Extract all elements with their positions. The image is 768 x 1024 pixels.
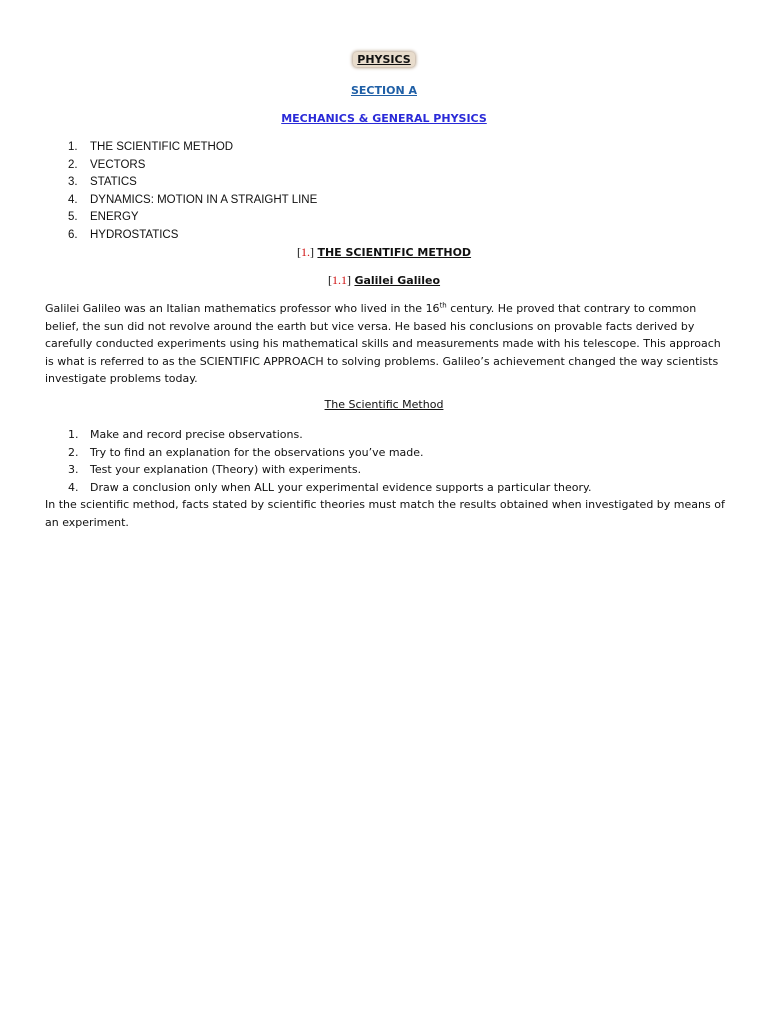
toc-label: VECTORS [90, 158, 146, 171]
toc-number: 1. [68, 141, 78, 153]
heading-1-1-text: Galilei Galileo [354, 274, 441, 287]
toc-number: 5. [68, 211, 78, 223]
section-heading: SECTION A [350, 84, 417, 97]
method-steps-list [68, 426, 591, 496]
doc-title-text: PHYSICS [353, 52, 414, 67]
toc-item [68, 227, 317, 245]
method-step [68, 479, 591, 497]
step-number: 3. [68, 463, 79, 476]
toc-label: HYDROSTATICS [90, 228, 179, 241]
galileo-paragraph-start: Galilei Galileo was an Italian mathematics professor who lived in the 16 [45, 302, 440, 315]
toc-item [68, 192, 317, 210]
method-step [68, 444, 591, 462]
toc-item [68, 157, 317, 175]
toc-item [68, 209, 317, 227]
heading-1-1-open-bracket: [ [327, 273, 332, 287]
galileo-paragraph-rest: century. He proved that contrary to common belief, the sun did not revolve around the earth but vice versa. He based his conclusions on provable facts derived by carefully conducted experiments using his mathematical skills and measurements made with his telescope. This approach is what is referred to as the SCIENTIFIC APPROACH to solving problems. Galileo’s achievement changed the way scientists investigate problems today. [45, 302, 721, 386]
toc-item [68, 139, 317, 157]
step-label: Draw a conclusion only when ALL your experimental evidence supports a particular theory. [90, 480, 592, 494]
heading-1-1-close-bracket: ] [346, 273, 351, 287]
heading-1-open-bracket: [ [296, 245, 301, 259]
toc-item [68, 174, 317, 192]
doc-title [0, 52, 768, 67]
method-step [68, 461, 591, 479]
heading-1-1-index: 1.1 [331, 273, 347, 287]
scientific-method-title: The Scientific Method [324, 398, 444, 411]
conclusion-paragraph: In the scientific method, facts stated by scientific theories must match the results obtained when investigated by means of an experiment. [45, 498, 725, 529]
step-number: 1. [68, 428, 79, 441]
table-of-contents [68, 139, 317, 244]
step-label: Try to find an explanation for the observations you’ve made. [90, 445, 424, 459]
toc-label: DYNAMICS: MOTION IN A STRAIGHT LINE [90, 193, 318, 206]
step-number: 4. [68, 480, 79, 494]
step-label: Test your explanation (Theory) with experiments. [90, 463, 362, 476]
step-number: 2. [68, 445, 79, 459]
heading-1-text: THE SCIENTIFIC METHOD [317, 246, 472, 259]
heading-1-close-bracket: ] [309, 245, 314, 259]
heading-1-1 [0, 273, 768, 288]
heading-1 [0, 245, 768, 260]
toc-number: 4. [68, 193, 78, 206]
method-step [68, 426, 591, 444]
toc-label: ENERGY [90, 211, 139, 223]
toc-number: 2. [68, 158, 78, 171]
ordinal-superscript: th [439, 301, 447, 310]
toc-label: THE SCIENTIFIC METHOD [90, 141, 234, 153]
toc-number: 3. [68, 176, 78, 188]
toc-label: STATICS [90, 176, 137, 188]
subject-heading: MECHANICS & GENERAL PHYSICS [281, 112, 487, 125]
galileo-paragraph [45, 300, 725, 388]
heading-1-index: 1. [300, 245, 310, 259]
toc-number: 6. [68, 228, 78, 241]
step-label: Make and record precise observations. [90, 428, 303, 441]
